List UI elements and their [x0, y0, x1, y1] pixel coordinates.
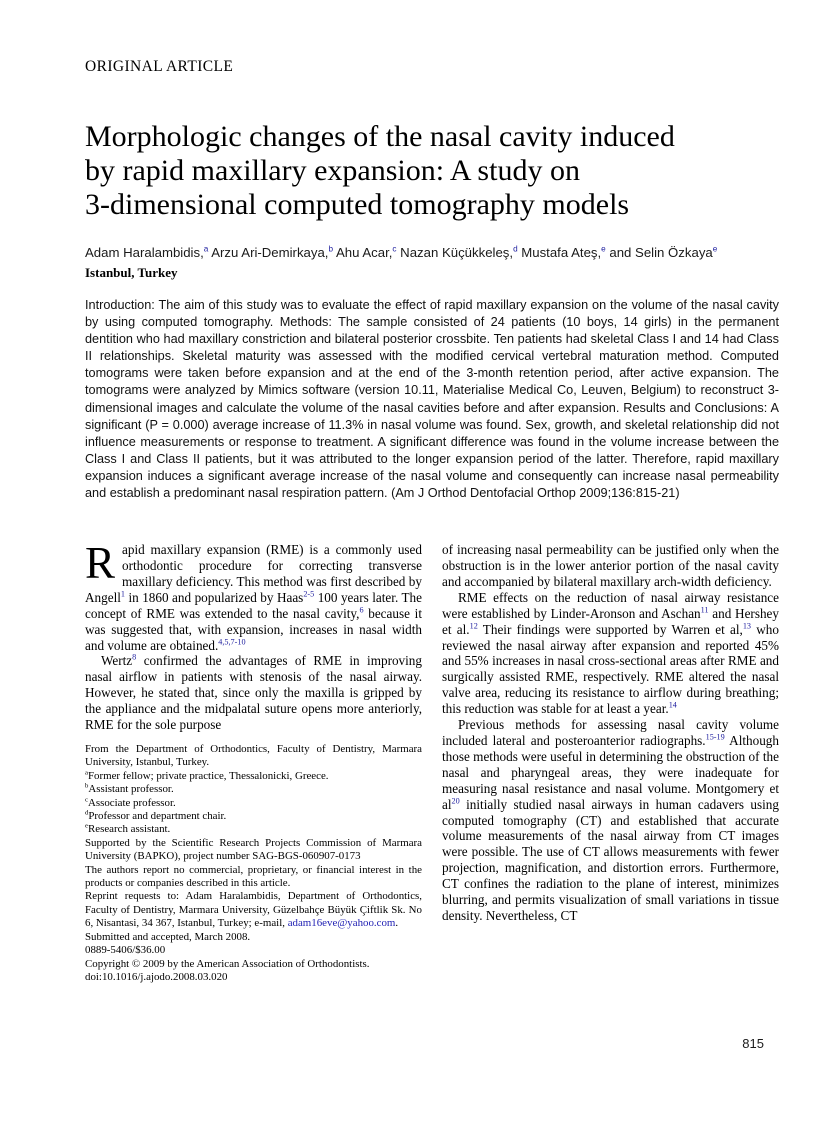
- footnote-line: [85, 823, 422, 836]
- drop-cap: R: [85, 538, 116, 589]
- text-run: Submitted and accepted, March 2008.: [85, 930, 251, 943]
- text-run: Research assistant.: [88, 823, 171, 836]
- text-run: because it was suggested that, with expansion, increases in nasal width and volume are obtained.: [85, 605, 422, 653]
- reference-superscript[interactable]: 12: [469, 621, 478, 631]
- left-column: [85, 538, 422, 984]
- text-run: of increasing nasal permeability can be justified only when the obstruction is in the lower anterior portion of the nasal cavity and accompanied by bilateral maxillary arch-width deficiency.: [442, 542, 779, 589]
- article-type-label: ORIGINAL ARTICLE: [85, 58, 234, 75]
- body-paragraph: [442, 717, 779, 924]
- text-run: Former fellow; private practice, Thessalonicki, Greece.: [88, 769, 329, 782]
- reference-superscript[interactable]: c: [392, 244, 397, 254]
- reference-superscript[interactable]: e: [712, 244, 718, 254]
- footnote-line: [85, 971, 422, 984]
- author-line: [85, 244, 779, 261]
- text-run: From the Department of Orthodontics, Faculty of Dentistry, Marmara University, Istanbul, Turkey.: [85, 743, 422, 769]
- body-paragraph: [442, 542, 779, 590]
- text-run: 100 years later. The concept of RME was extended to the nasal cavity,: [85, 589, 422, 621]
- reference-superscript[interactable]: 2-5: [303, 589, 315, 599]
- text-run: confirmed the advantages of RME in improving nasal airflow in patients with stenosis of the nasal airway. However, he stated that, since only the maxilla is gripped by the appliance and the midpalatal suture opens more anteriorly, RME for the sole purpose: [85, 653, 422, 733]
- text-run: Nazan Küçükkeleş,: [396, 245, 514, 260]
- article-title-line: by rapid maxillary expansion: A study on: [85, 154, 580, 187]
- footnote-line: [85, 890, 422, 930]
- text-run: 0889-5406/$36.00: [85, 944, 166, 957]
- text-run: RME effects on the reduction of nasal airway resistance were established by Linder-Aronson and Aschan: [442, 589, 779, 621]
- reference-superscript[interactable]: e: [601, 244, 606, 254]
- email-link[interactable]: adam16eve@yahoo.com: [287, 917, 396, 930]
- footnote-line: [85, 797, 422, 810]
- text-run: Mustafa Ateş,: [517, 245, 602, 260]
- footnote-line: [85, 743, 422, 770]
- text-run: Wertz: [101, 653, 133, 669]
- text-run: Assistant professor.: [88, 783, 174, 796]
- text-run: Previous methods for assessing nasal cavity volume included lateral and posteroanterior radiographs.: [442, 717, 779, 748]
- footnote-marker: b: [85, 782, 89, 790]
- footnote-line: [85, 958, 422, 971]
- footnote-marker: d: [85, 809, 89, 817]
- text-run: Arzu Ari-Demirkaya,: [208, 245, 329, 260]
- reference-superscript[interactable]: 20: [451, 796, 460, 806]
- text-run: and Hershey et al.: [442, 605, 779, 637]
- reference-superscript[interactable]: b: [328, 244, 334, 254]
- text-run: initially studied nasal airways in human cadavers using computed tomography (CT) and established that accurate volume measurements of the nasal airway from CT images were possible. The use of CT allows measurements with fewer projection, magnification, and distortion errors. Furthermore, CT confines the radiation to the plane of interest, minimizes blurring, and permits visualization of small variations in tissue density. Nevertheless, CT: [442, 796, 779, 923]
- reference-superscript[interactable]: 11: [700, 605, 709, 615]
- reference-superscript[interactable]: a: [203, 244, 209, 254]
- footnote-line: [85, 837, 422, 864]
- footnote-line: [85, 944, 422, 957]
- text-run: Supported by the Scientific Research Projects Commission of Marmara University (BAPKO), project number SAG-BGS-060907-0173: [85, 836, 422, 863]
- text-run: Copyright © 2009 by the American Association of Orthodontists.: [85, 957, 370, 970]
- reference-superscript[interactable]: 14: [668, 700, 677, 710]
- footnote-line: [85, 783, 422, 796]
- text-run: The authors report no commercial, proprietary, or financial interest in the products or companies described in this article.: [85, 863, 422, 890]
- two-column-body: [85, 538, 779, 984]
- text-run: apid maxillary expansion (RME) is a commonly used orthodontic procedure for correcting transverse maxillary deficiency. This method was first described by Angell: [85, 542, 422, 605]
- footnote-marker: c: [85, 796, 88, 803]
- text-run: in 1860 and popularized by Haas: [125, 589, 304, 605]
- reference-superscript[interactable]: 8: [132, 653, 137, 663]
- article-title-line: Morphologic changes of the nasal cavity induced: [85, 120, 675, 153]
- text-run: Although those methods were useful in determining the obstruction of the nasal and pharyngeal areas, they were inadequate for measuring nasal resistance and nasal volume. Montgomery et al: [442, 733, 779, 812]
- affiliation: Istanbul, Turkey: [85, 265, 178, 280]
- footnote-line: [85, 770, 422, 783]
- article-title-line: 3-dimensional computed tomography models: [85, 188, 630, 221]
- text-run: doi:10.1016/j.ajodo.2008.03.020: [85, 970, 228, 983]
- reference-superscript[interactable]: 1: [120, 589, 125, 599]
- body-paragraph: [85, 653, 422, 733]
- text-run: and Selin Özkaya: [605, 245, 713, 260]
- footnote-marker: e: [85, 822, 88, 830]
- text-run: who reviewed the nasal airway after expansion and reported 45% and 55% increases in nasal cross-sectional areas after RME and surgically assisted RME, respectively. RME altered the nasal valve area, reducing its resistance to airflow during breathing; this reduction was stable for at least a year.: [442, 621, 779, 717]
- abstract-text: Introduction: The aim of this study was to evaluate the effect of rapid maxillary expansion on the volume of the nasal cavity by using computed tomography. Methods: The sample consisted of 24 patients (10 boys, 14 girls) in the permanent dentition who had maxillary constriction and bilateral posterior crossbite. Ten patients had skeletal Class I and 14 had Class II relationships. Skeletal maturity was assessed with the modified cervical vertebral maturation method. Computed tomograms were taken before expansion and at the end of the 3-month retention period, after active expansion. The tomograms were analyzed by Mimics software (version 10.11, Materialise Medical Co, Leuven, Belgium) to reconstruct 3-dimensional images and calculate the volume of the nasal cavities before and after expansion. Results and Conclusions: A significant (P = 0.000) average increase of 11.3% in nasal volume was found. Sex, growth, and skeletal relationship did not influence measurements or response to treatment. A significant difference was found in the volume increase between the Class I and Class II patients, but it was attributed to the longer expansion period of the latter. Therefore, rapid maxillary expansion induces a significant average increase of the nasal volume and consequently can increase nasal permeability and establish a predominant nasal respiration pattern. (Am J Orthod Dentofacial Orthop 2009;136:815-21): [85, 298, 779, 501]
- body-paragraph: [442, 590, 779, 717]
- page-number: 815: [742, 1036, 764, 1051]
- footnote-line: [85, 931, 422, 944]
- text-run: .: [395, 917, 399, 930]
- footnotes-block: [85, 743, 422, 984]
- text-run: Associate professor.: [88, 796, 176, 809]
- right-column: [442, 542, 779, 984]
- text-run: Ahu Acar,: [333, 245, 393, 260]
- footnote-line: [85, 810, 422, 823]
- reference-superscript[interactable]: 4,5,7-10: [218, 637, 246, 647]
- text-run: Professor and department chair.: [88, 810, 227, 823]
- text-run: Adam Haralambidis,: [85, 245, 204, 260]
- footnote-marker: a: [85, 769, 88, 777]
- reference-superscript[interactable]: 6: [359, 605, 364, 615]
- article-title: [85, 120, 779, 222]
- text-run: Reprint requests to: Adam Haralambidis, Department of Orthodontics, Faculty of Dentistry, Marmara University, Güzelbahçe Büyük Çiftlik Sk. No 6, Nisantasi, 34 367, Istanbul, Turkey; e-mail,: [85, 890, 422, 930]
- footnote-line: [85, 864, 422, 891]
- reference-superscript[interactable]: 13: [742, 621, 752, 631]
- reference-superscript[interactable]: d: [513, 244, 518, 254]
- body-paragraph: [85, 538, 422, 653]
- paragraph-text: [85, 538, 422, 653]
- reference-superscript[interactable]: 15-19: [705, 732, 725, 742]
- text-run: Their findings were supported by Warren et al,: [477, 621, 743, 637]
